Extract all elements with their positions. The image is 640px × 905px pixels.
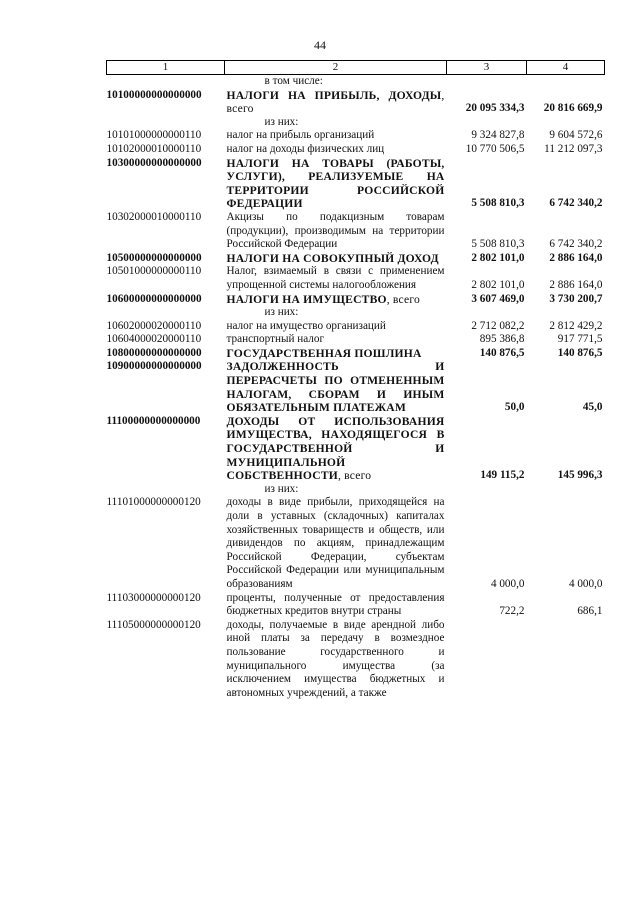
revenue-name-text: из них: (264, 482, 299, 495)
revenue-name (225, 619, 447, 701)
value-col-4 (527, 306, 605, 320)
revenue-name-text: Акцизы по подакцизным товарам (продукции), производимым на территории Российской Федерации (226, 210, 445, 251)
value-col-4: 45,0 (582, 401, 603, 414)
revenue-name-text: проценты, полученные от предоставления бюджетных кредитов внутри страны (226, 591, 445, 618)
budget-code: 10800000000000000 (106, 346, 202, 359)
column-header-2: 2 (225, 61, 447, 75)
value-col-3: 5 508 810,3 (471, 238, 525, 251)
revenue-name (225, 265, 447, 292)
value-col-4: 917 771,5 (557, 333, 603, 346)
table-row (107, 333, 605, 347)
value-col-4: 6 742 340,2 (549, 197, 603, 210)
revenue-name (225, 360, 447, 414)
column-header-3: 3 (447, 61, 527, 75)
revenue-name (225, 415, 447, 483)
revenue-name (225, 157, 447, 211)
revenue-name (225, 129, 447, 143)
value-col-3: 50,0 (504, 401, 525, 414)
value-col-4: 2 886 164,0 (549, 278, 603, 291)
value-col-3: 149 115,2 (480, 469, 525, 482)
revenue-name (225, 293, 447, 307)
revenue-name (225, 320, 447, 334)
table-row (107, 211, 605, 252)
table-row (107, 347, 605, 361)
revenue-name-text: налог на прибыль организаций (226, 129, 375, 142)
value-col-3: 2 712 082,2 (471, 319, 525, 332)
revenue-name (225, 143, 447, 157)
revenue-name-text: ЗАДОЛЖЕННОСТЬ И ПЕРЕРАСЧЕТЫ ПО ОТМЕНЕННЫМ НАЛОГАМ, СБОРАМ И ИНЫМ ОБЯЗАТЕЛЬНЫМ ПЛАТЕЖАМ (226, 360, 445, 415)
value-col-3 (447, 619, 527, 701)
budget-code: 10102000010000110 (106, 142, 202, 155)
value-col-4: 145 996,3 (557, 469, 603, 482)
budget-code: 10300000000000000 (106, 156, 202, 169)
budget-code: 10100000000000000 (106, 88, 202, 101)
revenue-name-text: НАЛОГИ НА ИМУЩЕСТВО (226, 292, 387, 306)
revenue-name-suffix: , всего (386, 292, 421, 306)
revenue-name (225, 347, 447, 361)
table-row (107, 89, 605, 116)
revenue-name-suffix: , всего (226, 88, 445, 116)
value-col-3: 5 508 810,3 (471, 197, 525, 210)
budget-code: 10900000000000000 (106, 360, 202, 373)
revenue-name-text: транспортный налог (226, 333, 325, 346)
table-row (107, 116, 605, 130)
value-col-4: 20 816 669,9 (543, 102, 603, 115)
budget-code: 10600000000000000 (106, 292, 202, 305)
value-col-3: 9 324 827,8 (471, 129, 525, 142)
budget-code: 10604000020000110 (106, 333, 202, 346)
value-col-3: 10 770 506,5 (465, 142, 525, 155)
budget-code: 10501000000000110 (106, 265, 202, 278)
column-header-4: 4 (527, 61, 605, 75)
value-col-3: 2 802 101,0 (471, 278, 525, 291)
table-row (107, 360, 605, 414)
value-col-4: 4 000,0 (568, 577, 603, 590)
revenue-name (225, 89, 447, 116)
table-row (107, 293, 605, 307)
value-col-3: 895 386,8 (479, 333, 525, 346)
table-row (107, 496, 605, 591)
value-col-4 (527, 619, 605, 701)
value-col-3: 722,2 (499, 605, 525, 618)
revenue-name-text: Налог, взимаемый в связи с применением упрощенной системы налогообложения (226, 265, 445, 291)
budget-code (107, 483, 225, 497)
revenue-name-text: НАЛОГИ НА СОВОКУПНЫЙ ДОХОД (226, 251, 439, 265)
revenue-name-text: доходы, получаемые в виде арендной либо иной платы за передачу в возмездное пользование государственного и муниципального имущества (за исключением имущества бюджетных и автономных учреждений, а также (226, 618, 445, 699)
table-row (107, 619, 605, 701)
revenue-name-text: в том числе: (264, 75, 323, 87)
value-col-4: 6 742 340,2 (549, 238, 603, 251)
table-row (107, 483, 605, 497)
revenue-name (225, 496, 447, 591)
revenue-name (225, 211, 447, 252)
revenue-name-text: ГОСУДАРСТВЕННАЯ ПОШЛИНА (226, 346, 422, 360)
value-col-3 (447, 116, 527, 130)
revenue-name (225, 306, 447, 320)
budget-code: 10101000000000110 (106, 129, 202, 142)
table-row (107, 265, 605, 292)
value-col-3: 3 607 469,0 (471, 292, 525, 305)
budget-code: 10500000000000000 (106, 251, 202, 264)
value-col-3: 2 802 101,0 (471, 251, 525, 264)
budget-code: 11103000000000120 (106, 591, 201, 604)
table-row (107, 75, 605, 89)
revenue-table (106, 60, 605, 700)
value-col-4: 140 876,5 (557, 346, 603, 359)
revenue-name (225, 592, 447, 619)
revenue-name-text: НАЛОГИ НА ТОВАРЫ (РАБОТЫ, УСЛУГИ), РЕАЛИЗУЕМЫЕ НА ТЕРРИТОРИИ РОССИЙСКОЙ ФЕДЕРАЦИИ (226, 156, 445, 211)
revenue-name-text: НАЛОГИ НА ПРИБЫЛЬ, ДОХОДЫ (226, 88, 442, 102)
revenue-name (225, 75, 447, 89)
table-row (107, 129, 605, 143)
budget-code: 10602000020000110 (106, 319, 202, 332)
value-col-3: 20 095 334,3 (465, 102, 525, 115)
revenue-name-text: налог на доходы физических лиц (226, 142, 385, 155)
table-row (107, 306, 605, 320)
page-number: 44 (314, 38, 326, 52)
value-col-3 (447, 483, 527, 497)
budget-code: 10302000010000110 (106, 210, 202, 223)
revenue-name-text: из них: (264, 115, 299, 128)
budget-code: 11101000000000120 (106, 496, 201, 509)
revenue-name-text: ДОХОДЫ ОТ ИСПОЛЬЗОВАНИЯ ИМУЩЕСТВА, НАХОДЯЩЕГОСЯ В ГОСУДАРСТВЕННОЙ И МУНИЦИПАЛЬНОЙ СОБСТВЕННОСТИ (226, 414, 445, 483)
value-col-4: 11 212 097,3 (544, 142, 603, 155)
revenue-name (225, 116, 447, 130)
table-row (107, 143, 605, 157)
budget-code (107, 116, 225, 130)
table-row (107, 592, 605, 619)
value-col-4: 2 886 164,0 (549, 251, 603, 264)
revenue-name-suffix: , всего (337, 469, 372, 483)
value-col-4: 3 730 200,7 (549, 292, 603, 305)
table-row (107, 320, 605, 334)
column-header-1: 1 (107, 61, 225, 75)
value-col-4 (527, 116, 605, 130)
value-col-4: 686,1 (577, 605, 603, 618)
table-header-row (107, 61, 605, 75)
revenue-name (225, 252, 447, 266)
budget-code (107, 306, 225, 320)
budget-code: 11105000000000120 (106, 618, 201, 631)
table-row (107, 252, 605, 266)
revenue-name-text: налог на имущество организаций (226, 319, 386, 332)
value-col-3 (447, 75, 527, 89)
table-row (107, 157, 605, 211)
value-col-4: 2 812 429,2 (549, 319, 603, 332)
value-col-3 (447, 306, 527, 320)
value-col-3: 4 000,0 (490, 577, 525, 590)
revenue-name-text: доходы в виде прибыли, приходящейся на доли в уставных (складочных) капиталах хозяйственных товариществ и обществ, или дивидендов по акциям, принадлежащим Российской Федерации, субъектам Российской Федерации или муниципальным образованиям (226, 496, 445, 590)
revenue-name (225, 483, 447, 497)
table-row (107, 415, 605, 483)
value-col-4: 9 604 572,6 (549, 129, 603, 142)
value-col-4 (527, 483, 605, 497)
value-col-4 (527, 75, 605, 89)
revenue-name-text: из них: (264, 306, 299, 319)
budget-code: 11100000000000000 (106, 414, 201, 427)
budget-code (107, 75, 225, 89)
value-col-3: 140 876,5 (479, 346, 525, 359)
revenue-name (225, 333, 447, 347)
